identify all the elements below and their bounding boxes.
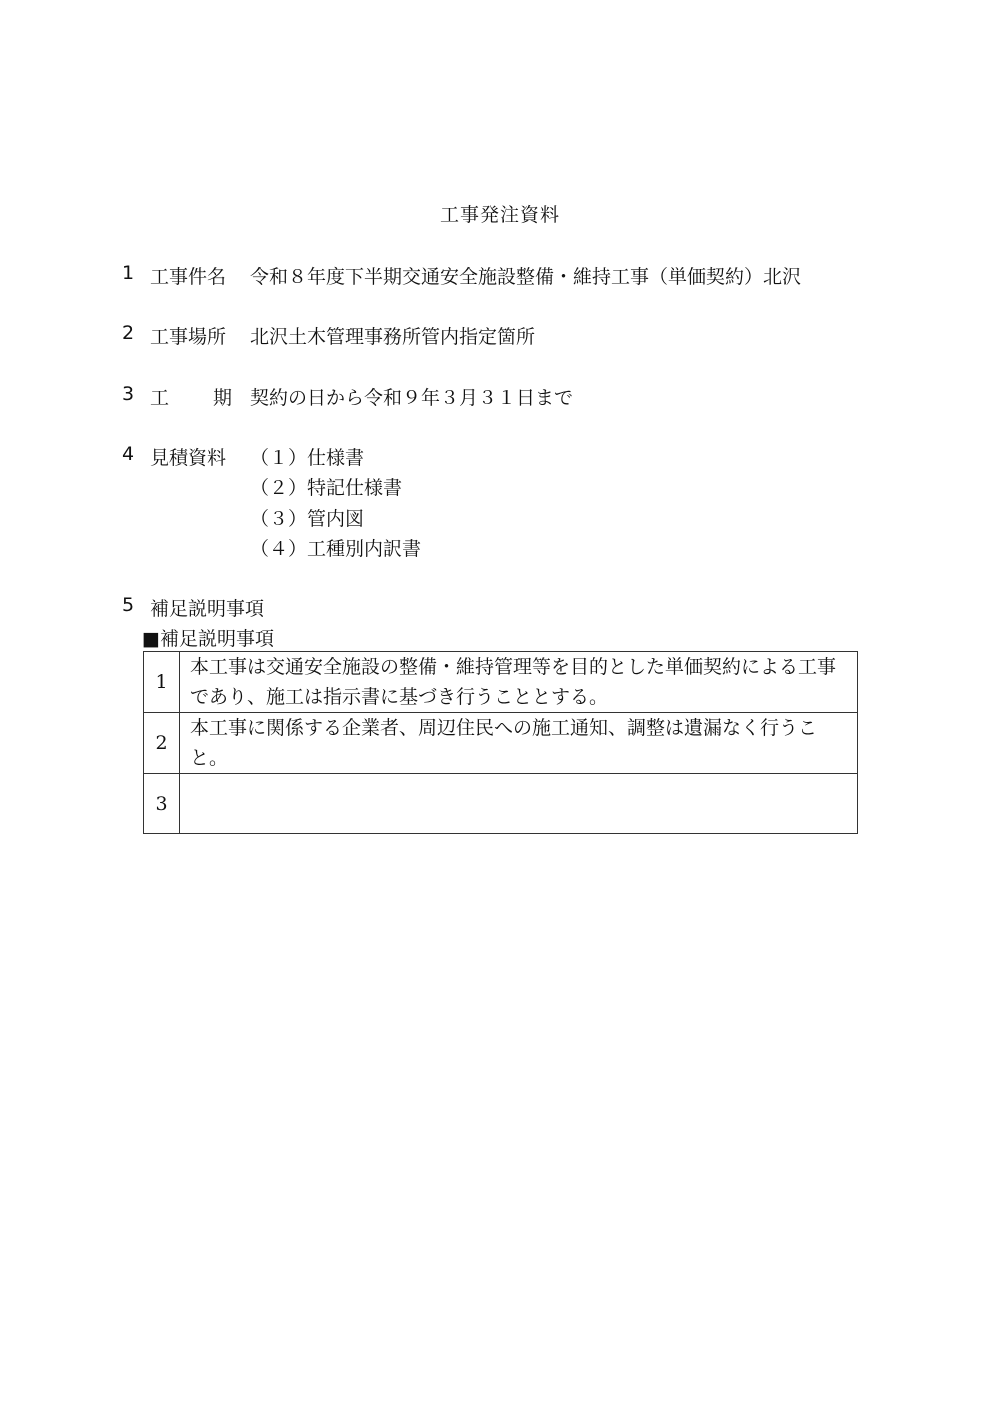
section-label: 補足説明事項 <box>150 598 265 620</box>
table-row <box>144 774 858 834</box>
section-number: 4 <box>122 443 135 465</box>
row-text <box>180 774 858 834</box>
document-item: （４）工種別内訳書 <box>250 538 422 560</box>
document-item: （２）特記仕様書 <box>250 477 403 499</box>
document-title: 工事発注資料 <box>439 204 560 226</box>
period-label-second: 期 <box>212 387 232 409</box>
table-row <box>144 713 858 774</box>
row-text: 本工事に関係する企業者、周辺住民への施工通知、調整は遺漏なく行うこと。 <box>180 713 858 774</box>
section-label: 工事場所 <box>150 326 227 348</box>
row-text: 本工事は交通安全施設の整備・維持管理等を目的とした単価契約による工事であり、施工は指示書に基づき行うこととする。 <box>180 652 858 713</box>
work-period-value: 契約の日から令和９年３月３１日まで <box>250 387 574 409</box>
period-label-first: 工 <box>150 387 170 409</box>
table-row <box>144 652 858 713</box>
document-item: （３）管内図 <box>250 508 365 530</box>
section-label <box>150 383 232 410</box>
section-number: 5 <box>122 594 135 616</box>
row-number: 2 <box>144 713 180 774</box>
notes-table <box>143 651 858 834</box>
section-label: 工事件名 <box>150 266 227 288</box>
row-number: 1 <box>144 652 180 713</box>
notes-table-heading: ■補足説明事項 <box>142 628 274 650</box>
section-number: 2 <box>122 322 135 344</box>
work-place-value: 北沢土木管理事務所管内指定箇所 <box>250 326 536 348</box>
work-name-value: 令和８年度下半期交通安全施設整備・維持工事（単価契約）北沢 <box>250 266 802 288</box>
row-number: 3 <box>144 774 180 834</box>
document-item: （１）仕様書 <box>250 447 365 469</box>
section-number: 1 <box>122 262 135 284</box>
section-label: 見積資料 <box>150 447 227 469</box>
section-number: 3 <box>122 383 135 405</box>
